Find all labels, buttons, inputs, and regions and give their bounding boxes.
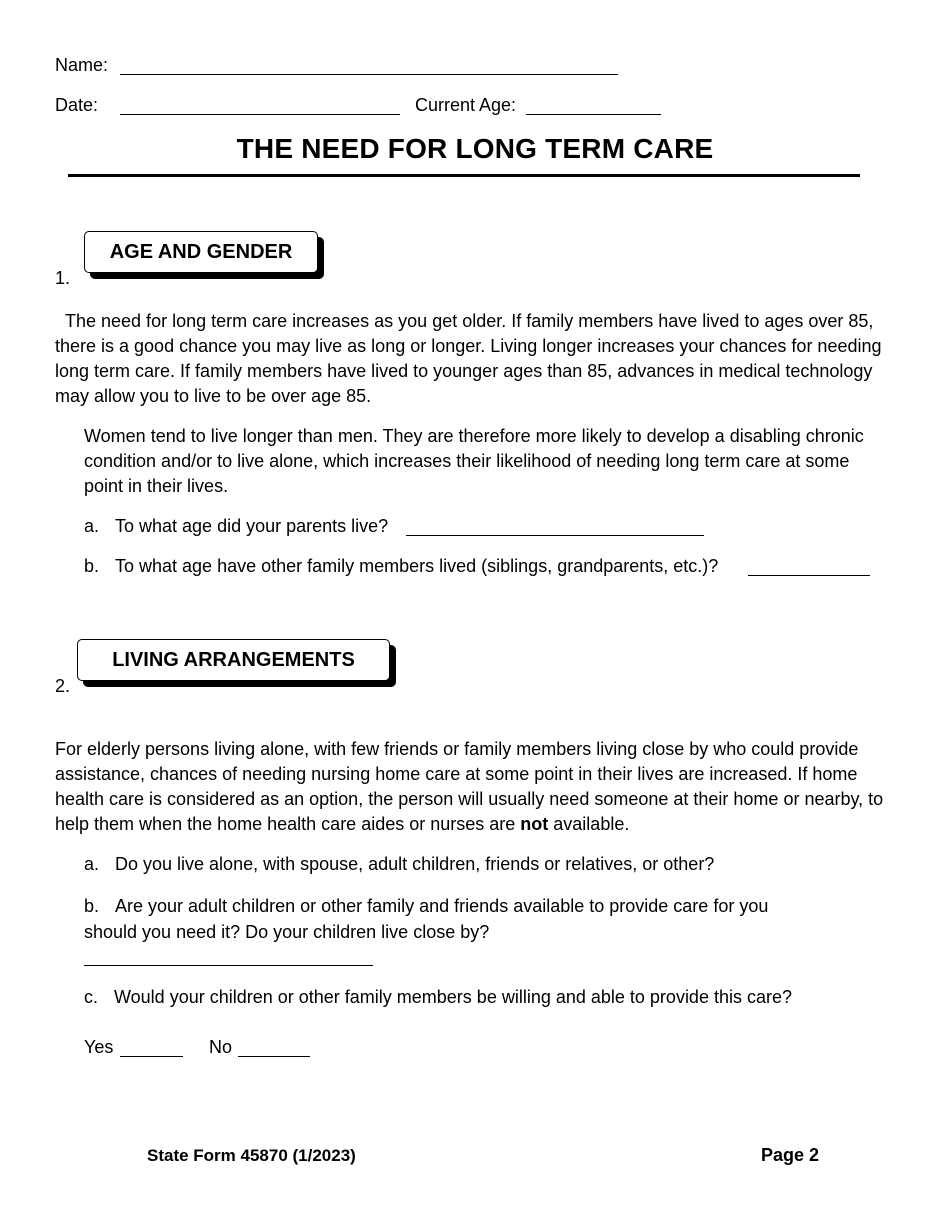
section-heading-text: LIVING ARRANGEMENTS bbox=[112, 648, 355, 671]
current-age-label: Current Age: bbox=[415, 95, 517, 115]
question-family-age: To what age have other family members lived (siblings, grandparents, etc.)? bbox=[115, 556, 719, 576]
question-letter: c. bbox=[84, 987, 99, 1007]
section-number: 1. bbox=[55, 268, 71, 288]
date-label: Date: bbox=[55, 95, 99, 115]
question-family-availability: Are your adult children or other family and friends available to provide care for you bbox=[115, 896, 769, 916]
title-rule bbox=[68, 174, 860, 177]
section-number: 2. bbox=[55, 676, 71, 696]
section1-paragraph-2: Women tend to live longer than men. They are therefore more likely to develop a disabling chronic condition and/or to live alone, which increases their likelihood of needing long term care at some point in their lives. bbox=[84, 426, 864, 496]
question-letter: b. bbox=[84, 896, 100, 916]
question-letter: a. bbox=[84, 854, 100, 874]
section-heading-age-and-gender bbox=[84, 231, 318, 273]
name-label: Name: bbox=[55, 55, 109, 75]
section1-paragraph-1: The need for long term care increases as you get older. If family members have lived to ages over 85, there is a good chance you may live as long or longer. Living longer increases your chances for needing long term care. If family members have lived to younger ages than 85, advances in medical technology may allow you to live to be over age 85. bbox=[55, 311, 882, 406]
form-identifier: State Form 45870 (1/2023) bbox=[147, 1146, 356, 1165]
yes-label: Yes bbox=[84, 1037, 114, 1057]
page-title: THE NEED FOR LONG TERM CARE bbox=[236, 133, 714, 164]
yes-field[interactable] bbox=[120, 1038, 183, 1057]
date-field[interactable] bbox=[120, 96, 400, 115]
section2-paragraph: For elderly persons living alone, with few friends or family members living close by who could provide assistance, chances of needing nursing home care at some point in their lives are increased. If home health care is considered as an option, the person will usually need someone at their home or nearby, to help them when the home health care aides or nurses are not available. bbox=[55, 739, 884, 834]
no-field[interactable] bbox=[238, 1038, 310, 1057]
section-heading-living-arrangements bbox=[77, 639, 390, 681]
question-parents-age: To what age did your parents live? bbox=[115, 516, 389, 536]
question-family-availability-cont: should you need it? Do your children live close by? bbox=[84, 922, 490, 942]
parents-age-field[interactable] bbox=[406, 517, 704, 536]
family-age-field[interactable] bbox=[748, 557, 870, 576]
question-living-situation: Do you live alone, with spouse, adult children, friends or relatives, or other? bbox=[115, 854, 715, 874]
question-letter: b. bbox=[84, 556, 100, 576]
question-willing-to-provide-care: Would your children or other family members be willing and able to provide this care? bbox=[114, 987, 792, 1007]
current-age-field[interactable] bbox=[526, 96, 661, 115]
page-number: Page 2 bbox=[761, 1145, 820, 1165]
name-field[interactable] bbox=[120, 56, 618, 75]
family-availability-field[interactable] bbox=[84, 947, 373, 966]
section-heading-text: AGE AND GENDER bbox=[109, 240, 293, 263]
no-label: No bbox=[209, 1037, 233, 1057]
question-letter: a. bbox=[84, 516, 100, 536]
